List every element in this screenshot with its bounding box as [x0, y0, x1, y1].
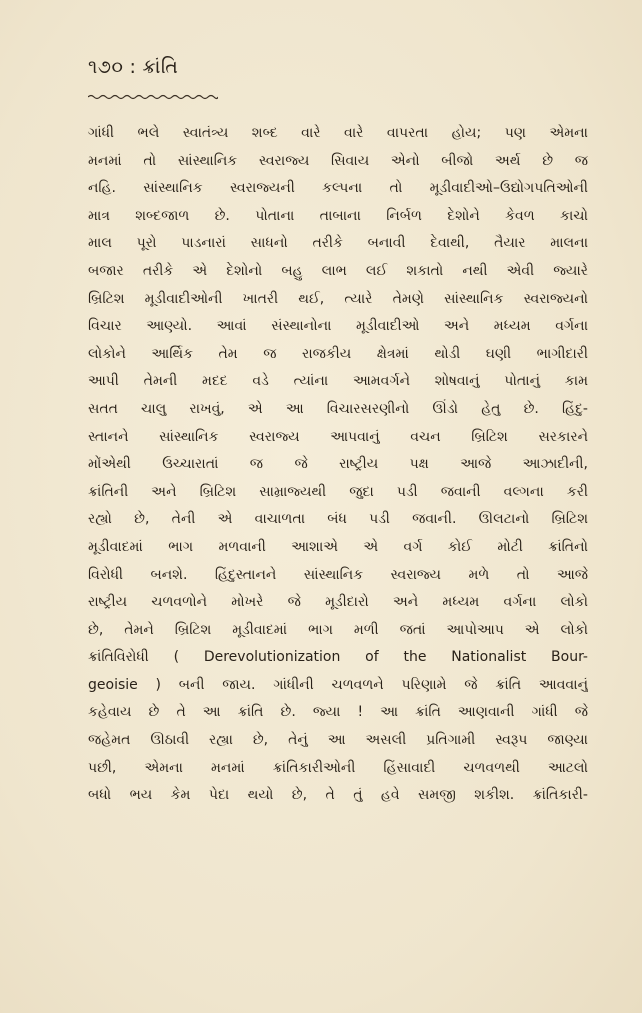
body-paragraph — [88, 120, 588, 810]
running-title: ક્રાંતિ — [142, 56, 179, 78]
text-line: મનમાં તો સાંસ્થાનિક સ્વરાજ્ય સિવાય એનો બીજો અર્થ છે જ — [88, 152, 588, 169]
text-line: બ્રિટિશ મૂડીવાદીઓની ખાતરી થઈ, ત્યારે તેમણે સાંસ્થાનિક સ્વરાજ્યનો — [88, 290, 588, 307]
text-line: છે, તેમને બ્રિટિશ મૂડીવાદમાં ભાગ મળી જતાં આપોઆપ એ લોકો — [88, 621, 588, 638]
text-line: મૂડીવાદમાં ભાગ મળવાની આશાએ એ વર્ગ કોઈ મોટી ક્રાંતિનો — [88, 538, 588, 555]
text-line: સ્તાનને સાંસ્થાનિક સ્વરાજ્ય આપવાનું વચન બ્રિટિશ સરકારને — [88, 428, 588, 445]
text-line: માલ પૂરો પાડનારાં સાધનો તરીકે બનાવી દેવાથી, તૈયાર માલના — [88, 235, 588, 252]
text-line: આપી તેમની મદદ વડે ત્યાંના આમવર્ગને શોષવાનું પોતાનું કામ — [88, 373, 588, 390]
text-line: રાષ્ટ્રીય ચળવળોને મોખરે જે મૂડીદારો અને મધ્યમ વર્ગના લોકો — [88, 594, 588, 611]
text-line: સતત ચાલુ રાખવું, એ આ વિચારસરણીનો ઊંડો હેતુ છે. હિંદુ- — [88, 400, 588, 417]
text-line: નહિ. સાંસ્થાનિક સ્વરાજ્યની કલ્પના તો મૂડીવાદીઓ–ઉદ્યોગપતિઓની — [88, 180, 588, 197]
text-line: બજાર તરીકે એ દેશોનો બહુ લાભ લઈ શકાતો નથી એવી જ્યારે — [88, 262, 588, 279]
text-line: પછી, એમના મનમાં ક્રાંતિકારીઓની હિંસાવાદી ચળવળથી આટલો — [88, 759, 588, 776]
text-line: બધો ભય કેમ પેદા થયો છે, તે તું હવે સમજી શકીશ. ક્રાંતિકારી- — [88, 787, 588, 804]
text-line: વિરોધી બનશે. હિંદુસ્તાનને સાંસ્થાનિક સ્વરાજ્ય મળે તો આજે — [88, 566, 588, 583]
header-separator: : — [129, 56, 137, 78]
text-line: માત્ર શબ્દજાળ છે. પોતાના તાબાના નિર્બળ દેશોને કેવળ કાચો — [88, 207, 588, 224]
text-line: મોંએથી ઉચ્ચારાતાં જ જે રાષ્ટ્રીય પક્ષ આજે આઝાદીની, — [88, 456, 588, 473]
text-line: લોકોને આર્થિક તેમ જ રાજકીય ક્ષેત્રમાં થોડી ઘણી ભાગીદારી — [88, 345, 588, 362]
text-line: ક્રાંતિવિરોધી ( Derevolutionization of the Nationalist Bour- — [88, 649, 588, 666]
text-line: ગાંધી ભલે સ્વાતંત્ર્ય શબ્દ વારે વારે વાપરતા હોય; પણ એમના — [88, 125, 588, 141]
text-line: રહ્યો છે, તેની એ વાચાળતા બંધ પડી જવાની. ઊલટાનો બ્રિટિશ — [88, 511, 588, 528]
header-wavy-rule — [88, 94, 218, 100]
running-header — [88, 56, 178, 78]
text-line: geoisie ) બની જાય. ગાંધીની ચળવળને પરિણામે જે ક્રાંતિ આવવાનું — [88, 676, 588, 693]
text-line: વિચાર આણ્યો. આવાં સંસ્થાનોના મૂડીવાદીઓ અને મધ્યમ વર્ગના — [88, 318, 588, 335]
text-line: ક્રાંતિની અને બ્રિટિશ સામ્રાજ્યથી જુદા પડી જવાની વલ્ગના કરી — [88, 483, 588, 500]
text-line: જહેમત ઊઠાવી રહ્યા છે, તેનું આ અસલી પ્રતિગામી સ્વરૂપ જાણ્યા — [88, 732, 588, 749]
page-number: ૧૭૦ — [88, 56, 124, 78]
text-line: કહેવાય છે તે આ ક્રાંતિ છે. જ્યા ! આ ક્રાંતિ આણવાની ગાંધી જે — [88, 704, 588, 721]
